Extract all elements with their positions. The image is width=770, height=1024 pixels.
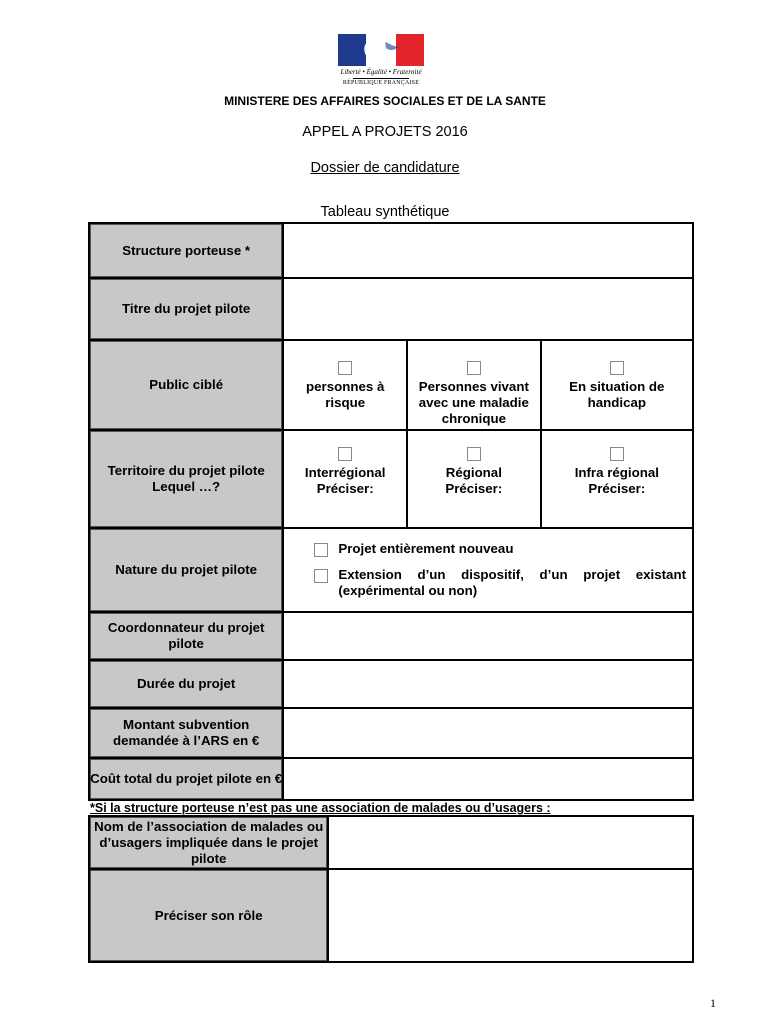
checkbox[interactable] — [467, 447, 481, 461]
label-montant: Montant subvention demandée à l’ARS en € — [89, 708, 283, 758]
option-territoire-interregional[interactable]: Interrégional Préciser: — [283, 430, 407, 528]
association-table — [88, 815, 694, 963]
field-nature — [283, 528, 693, 612]
row-duree — [89, 660, 693, 708]
option-territoire-infra[interactable]: Infra régional Préciser: — [541, 430, 693, 528]
call-title: APPEL A PROJETS 2016 — [302, 124, 468, 140]
label-public: Public ciblé — [89, 340, 283, 430]
field-duree[interactable] — [283, 660, 693, 708]
checkbox[interactable] — [467, 361, 481, 375]
checkbox[interactable] — [338, 447, 352, 461]
option-territoire-regional[interactable]: Régional Préciser: — [407, 430, 541, 528]
row-association-role — [89, 869, 693, 962]
option-public-handicap[interactable]: En situation de handicap — [541, 340, 693, 430]
checkbox[interactable] — [314, 543, 328, 557]
marianne-logo — [335, 34, 427, 92]
label-nature: Nature du projet pilote — [89, 528, 283, 612]
label-territoire: Territoire du projet pilote Lequel …? — [89, 430, 283, 528]
field-association-role[interactable] — [328, 869, 693, 962]
table-title: Tableau synthétique — [320, 204, 450, 220]
footnote: *Si la structure porteuse n’est pas une association de malades ou d’usagers : — [90, 801, 551, 815]
marianne-profile-icon — [355, 36, 405, 66]
row-cout — [89, 758, 693, 800]
option-public-chronique[interactable]: Personnes vivant avec une maladie chronique — [407, 340, 541, 430]
label-duree: Durée du projet — [89, 660, 283, 708]
checkbox[interactable] — [610, 361, 624, 375]
field-montant[interactable] — [283, 708, 693, 758]
row-association-nom — [89, 816, 693, 869]
field-association-nom[interactable] — [328, 816, 693, 869]
label-structure: Structure porteuse * — [89, 223, 283, 278]
logo-republic: RÉPUBLIQUE FRANÇAISE — [342, 80, 420, 86]
field-structure[interactable] — [283, 223, 693, 278]
label-coordonnateur: Coordonnateur du projet pilote — [89, 612, 283, 660]
dossier-subtitle: Dossier de candidature — [310, 160, 460, 176]
checkbox[interactable] — [338, 361, 352, 375]
row-montant — [89, 708, 693, 758]
ministry-name: MINISTERE DES AFFAIRES SOCIALES ET DE LA SANTE — [224, 94, 546, 108]
checkbox[interactable] — [314, 569, 328, 583]
summary-table — [88, 222, 694, 801]
logo-motto: Liberté • Égalité • Fraternité — [340, 68, 422, 76]
row-territoire — [89, 430, 693, 528]
row-titre — [89, 278, 693, 340]
option-nature-extension[interactable]: Extension d’un dispositif, d’un projet existant (expérimental ou non) — [314, 567, 686, 599]
label-association-nom: Nom de l’association de malades ou d’usagers impliquée dans le projet pilote — [89, 816, 328, 869]
logo-divider — [353, 78, 409, 79]
checkbox[interactable] — [610, 447, 624, 461]
label-titre: Titre du projet pilote — [89, 278, 283, 340]
page-number: 1 — [710, 996, 716, 1010]
row-coordonnateur — [89, 612, 693, 660]
row-public — [89, 340, 693, 430]
option-public-risque[interactable]: personnes à risque — [283, 340, 407, 430]
label-cout: Coût total du projet pilote en € — [89, 758, 283, 800]
field-titre[interactable] — [283, 278, 693, 340]
row-structure — [89, 223, 693, 278]
field-coordonnateur[interactable] — [283, 612, 693, 660]
row-nature — [89, 528, 693, 612]
field-cout[interactable] — [283, 758, 693, 800]
label-association-role: Préciser son rôle — [89, 869, 328, 962]
option-nature-nouveau[interactable]: Projet entièrement nouveau — [314, 541, 686, 557]
